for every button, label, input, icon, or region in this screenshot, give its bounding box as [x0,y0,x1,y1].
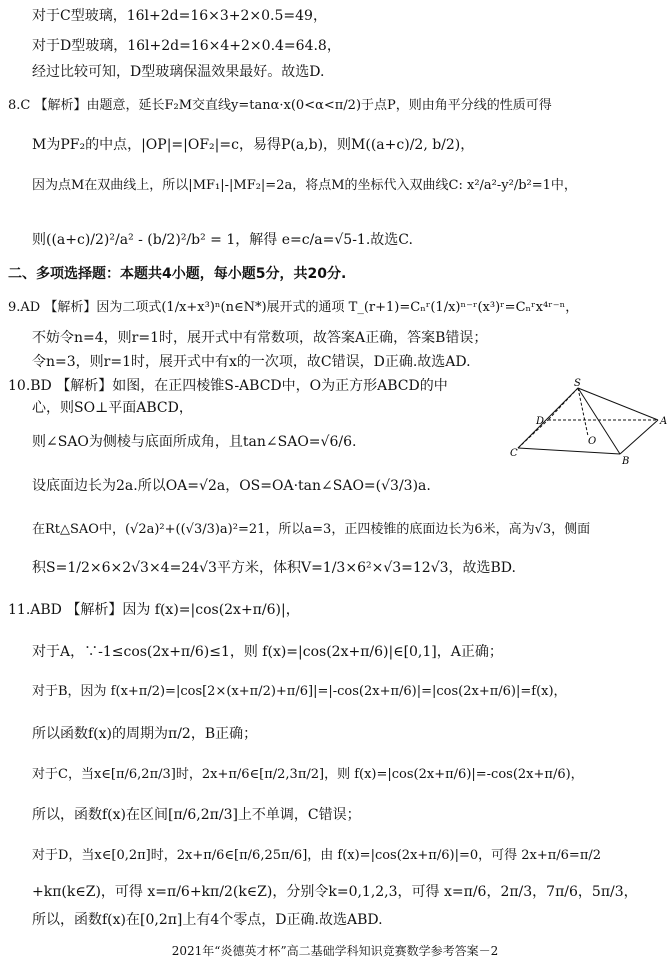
q9-line-3: 令n=3，则r=1时，展开式中有x的一次项，故C错误，D正确.故选AD. [32,354,471,370]
q11-line-3: 对于B，因为 f(x+π/2)=|cos[2×(x+π/2)+π/6]|=|-cos(2x+π/6)|=|cos(2x+π/6)|=f(x)， [32,684,567,699]
q11-line-2: 对于A，∵-1≤cos(2x+π/6)≤1，则 f(x)=|cos(2x+π/6)|∈[0,1]，A正确； [32,644,503,660]
label-b: B [622,456,630,466]
q10-line-4: 设底面边长为2a.所以OA=√2a，OS=OA·tan∠SAO=(√3/3)a. [32,478,431,494]
q11-line-4: 所以函数f(x)的周期为π/2，B正确； [32,726,258,742]
q8-line-4: 则((a+c)/2)²/a² - (b/2)²/b² = 1，解得 e=c/a=√5-1.故选C. [32,232,413,248]
q10-line-1: 10.BD 【解析】如图，在正四棱锥S-ABCD中，O为正方形ABCD的中 [8,378,448,394]
q8-line-1: 8.C 【解析】由题意，延长F₂M交直线y=tanα·x(0<α<π/2)于点P，则由角平分线的性质可得 [8,98,552,113]
q9-line-2: 不妨令n=4，则r=1时，展开式中有常数项，故答案A正确，答案B错误； [32,330,488,346]
q8-line-3: 因为点M在双曲线上，所以|MF₁|-|MF₂|=2a，将点M的坐标代入双曲线C: x²/a²-y²/b²=1中， [32,178,577,193]
section-heading: 二、多项选择题：本题共4小题，每小题5分，共20分. [8,266,347,282]
q9-line-1: 9.AD 【解析】因为二项式(1/x+x³)ⁿ(n∈N*)展开式的通项 T_(r+1)=Cₙʳ(1/x)ⁿ⁻ʳ(x³)ʳ=Cₙʳx⁴ʳ⁻ⁿ， [8,300,579,315]
label-a: A [660,416,668,427]
q10-line-6: 积S=1/2×6×2√3×4=24√3平方米，体积V=1/3×6²×√3=12√3，故选BD. [32,560,516,576]
q10-line-5: 在Rt△SAO中，(√2a)²+((√3/3)a)²=21，所以a=3，正四棱锥的底面边长为6米，高为√3，侧面 [32,522,591,537]
q11-line-8: +kπ(k∈Z)，可得 x=π/6+kπ/2(k∈Z)，分别令k=0,1,2,3，可得 x=π/6，2π/3，7π/6，5π/3， [32,884,638,900]
q11-line-5: 对于C，当x∈[π/6,2π/3]时，2x+π/6∈[π/2,3π/2]，则 f(x)=|cos(2x+π/6)|=-cos(2x+π/6)， [32,767,584,782]
q11-line-7: 对于D，当x∈[0,2π]时，2x+π/6∈[π/6,25π/6]，由 f(x)=|cos(2x+π/6)|=0，可得 2x+π/6=π/2 [32,848,602,863]
text-line-1: 对于C型玻璃，16l+2d=16×3+2×0.5=49， [32,8,327,24]
q11-line-6: 所以，函数f(x)在区间[π/6,2π/3]上不单调，C错误； [32,807,361,823]
label-d: D [536,416,545,427]
q8-line-2: M为PF₂的中点，|OP|=|OF₂|=c，易得P(a,b)，则M((a+c)/2, b/2)， [32,137,475,153]
label-o: O [588,436,597,447]
text-line-3: 经过比较可知，D型玻璃保温效果最好。故选D. [32,64,325,80]
label-c: C [510,448,518,459]
q10-line-3: 则∠SAO为侧棱与底面所成角，且tan∠SAO=√6/6. [32,434,357,450]
q11-line-9: 所以，函数f(x)在[0,2π]上有4个零点，D正确.故选ABD. [32,912,383,928]
page-footer: 2021年“炎德英才杯”高二基础学科知识竞赛数学参考答案－2 [171,944,499,958]
q10-line-2: 心，则SO⊥平面ABCD， [32,400,193,416]
pyramid-figure [508,378,670,466]
label-s: S [574,378,581,389]
text-line-2: 对于D型玻璃，16l+2d=16×4+2×0.4=64.8， [32,38,341,54]
q11-line-1: 11.ABD 【解析】因为 f(x)=|cos(2x+π/6)|， [8,602,300,618]
